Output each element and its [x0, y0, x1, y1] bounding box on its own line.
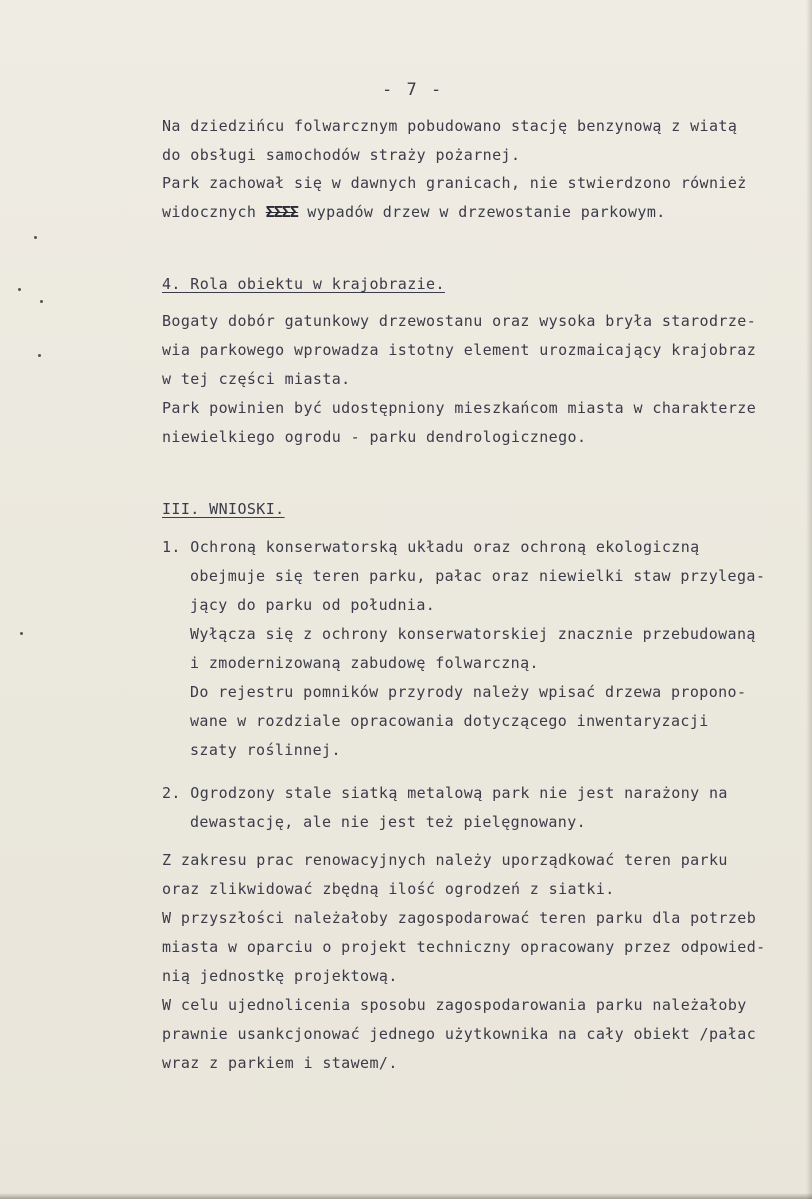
text-line — [162, 202, 666, 222]
margin-speck — [40, 300, 43, 303]
text-line: Na dziedzińcu folwarcznym pobudowano stację benzynową z wiatą — [162, 117, 738, 135]
list-item-line: 1. Ochroną konserwatorską układu oraz ochroną ekologiczną — [162, 538, 700, 556]
text-line: wraz z parkiem i stawem/. — [162, 1054, 398, 1072]
margin-speck — [34, 236, 37, 239]
list-item-line: wane w rozdziale opracowania dotyczącego inwentaryzacji — [190, 712, 709, 730]
text-fragment: widocznych — [162, 203, 266, 221]
text-line: Park powinien być udostępniony mieszkańcom miasta w charakterze — [162, 399, 757, 417]
text-line: w tej części miasta. — [162, 370, 351, 388]
page-bottom-shadow — [0, 1193, 812, 1199]
list-item-line: i zmodernizowaną zabudowę folwarczną. — [190, 654, 539, 672]
margin-speck — [20, 632, 23, 635]
page-edge-shadow — [806, 0, 812, 1199]
page-number: - 7 - — [382, 80, 444, 100]
margin-speck — [38, 354, 41, 357]
text-line: W przyszłości należałoby zagospodarować teren parku dla potrzeb — [162, 909, 757, 927]
list-item-line: dewastację, ale nie jest też pielęgnowany. — [190, 813, 587, 831]
text-line: miasta w oparciu o projekt techniczny opracowany przez odpowied- — [162, 938, 766, 956]
text-line: Park zachował się w dawnych granicach, nie stwierdzono również — [162, 174, 747, 192]
list-item-line: jący do parku od południa. — [190, 596, 436, 614]
struck-out-word: ΣΣΣΣ — [265, 203, 298, 221]
list-item-line: 2. Ogrodzony stale siatką metalową park nie jest narażony na — [162, 784, 728, 802]
margin-speck — [18, 288, 21, 291]
text-line: W celu ujednolicenia sposobu zagospodarowania parku należałoby — [162, 996, 747, 1014]
text-line: oraz zlikwidować zbędną ilość ogrodzeń z siatki. — [162, 880, 615, 898]
text-fragment: wypadów drzew w drzewostanie parkowym. — [297, 203, 666, 221]
list-item-line: obejmuje się teren parku, pałac oraz niewielki staw przylega- — [190, 567, 766, 585]
section-heading: 4. Rola obiektu w krajobrazie. — [162, 275, 445, 293]
text-line: nią jednostkę projektową. — [162, 967, 398, 985]
text-line: niewielkiego ogrodu - parku dendrologicznego. — [162, 428, 587, 446]
text-line: prawnie usankcjonować jednego użytkownika na cały obiekt /pałac — [162, 1025, 757, 1043]
list-item-line: Do rejestru pomników przyrody należy wpisać drzewa propono- — [190, 683, 747, 701]
list-item-line: szaty roślinnej. — [190, 741, 341, 759]
text-line: wia parkowego wprowadza istotny element urozmaicający krajobraz — [162, 341, 757, 359]
text-line: Bogaty dobór gatunkowy drzewostanu oraz wysoka bryła starodrze- — [162, 312, 757, 330]
text-line: do obsługi samochodów straży pożarnej. — [162, 146, 521, 164]
text-line: Z zakresu prac renowacyjnych należy uporządkować teren parku — [162, 851, 728, 869]
list-item-line: Wyłącza się z ochrony konserwatorskiej znacznie przebudowaną — [190, 625, 756, 643]
section-heading: III. WNIOSKI. — [162, 500, 285, 518]
